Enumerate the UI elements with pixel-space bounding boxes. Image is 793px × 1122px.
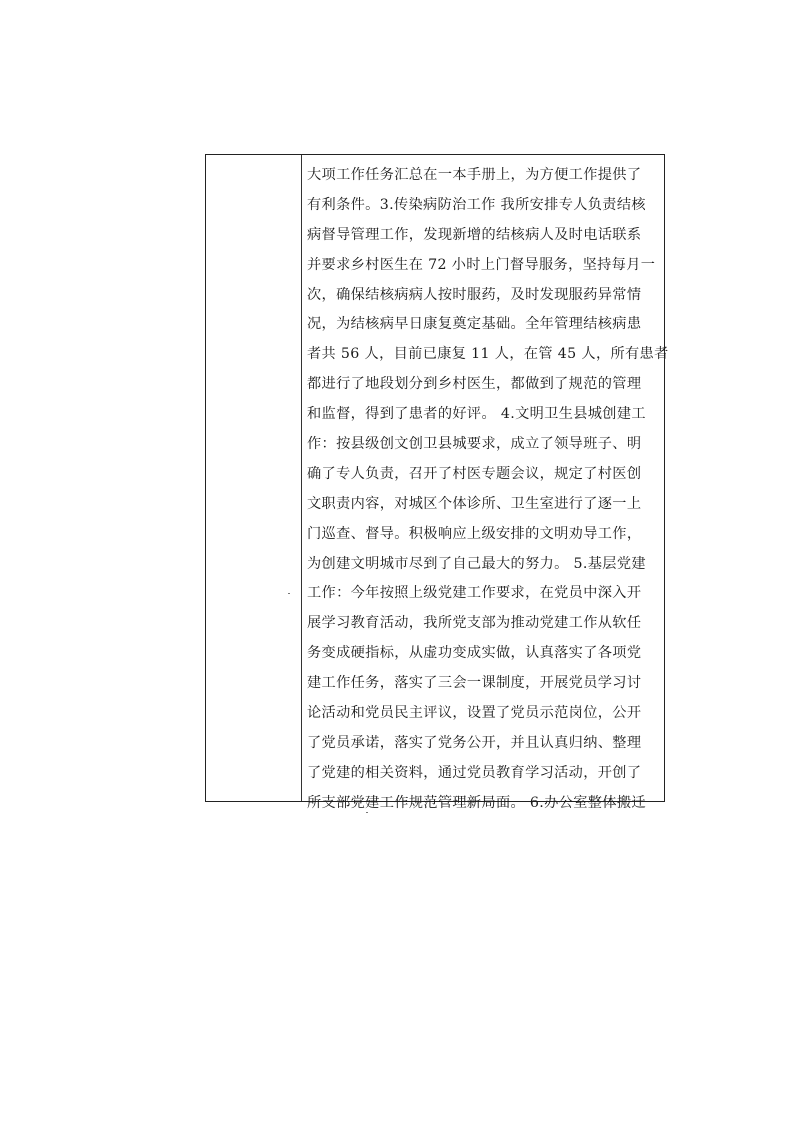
text-line: 大项工作任务汇总在一本手册上，为方便工作提供了 xyxy=(307,167,642,183)
text-line: 确了专人负责，召开了村医专题会议，规定了村医创 xyxy=(307,465,642,482)
content-cell xyxy=(307,161,669,819)
column-divider xyxy=(301,155,302,801)
text-line: 展学习教育活动，我所党支部为推动党建工作从软任 xyxy=(307,615,642,632)
report-table xyxy=(205,154,669,811)
text-line: 都进行了地段划分到乡村医生，都做到了规范的管理 xyxy=(307,376,642,393)
text-line: 作：按县级创文创卫县城要求，成立了领导班子、明 xyxy=(307,436,642,453)
text-line: 工作：今年按照上级党建工作要求，在党员中深入开 xyxy=(307,585,642,602)
scan-speck xyxy=(288,593,290,594)
text-line: 病督导管理工作，发现新增的结核病人及时电话联系 xyxy=(307,226,642,243)
text-line: 了党员承诺，落实了党务公开，并且认真归纳、整理 xyxy=(307,734,642,751)
text-line: 论活动和党员民主评议，设置了党员示范岗位，公开 xyxy=(307,705,642,722)
text-line: 况，为结核病早日康复奠定基础。全年管理结核病患 xyxy=(307,316,642,333)
text-line: 者共 56 人，目前已康复 11 人，在管 45 人，所有患者 xyxy=(307,346,669,363)
text-line: 并要求乡村医生在 72 小时上门督导服务，坚持每月一 xyxy=(307,256,656,273)
text-line: 有利条件。3.传染病防治工作 我所安排专人负责结核 xyxy=(307,196,646,213)
text-line: 和监督，得到了患者的好评。 4.文明卫生县城创建工 xyxy=(307,406,646,423)
text-line: 了党建的相关资料，通过党员教育学习活动，开创了 xyxy=(307,764,642,781)
text-line: 建工作任务，落实了三会一课制度，开展党员学习讨 xyxy=(307,675,642,692)
text-line: 门巡查、督导。积极响应上级安排的文明劝导工作， xyxy=(307,525,642,542)
text-line: 文职责内容，对城区个体诊所、卫生室进行了逐一上 xyxy=(307,495,642,512)
text-line: 次，确保结核病病人按时服药，及时发现服药异常情 xyxy=(307,286,642,303)
text-line: 所支部党建工作规范管理新局面。 6.办公室整体搬迁 xyxy=(307,794,646,811)
text-line: 务变成硬指标，从虚功变成实做，认真落实了各项党 xyxy=(307,645,642,662)
scan-speck xyxy=(366,812,368,813)
label-cell xyxy=(206,155,301,801)
text-line: 为创建文明城市尽到了自己最大的努力。 5.基层党建 xyxy=(307,555,646,572)
